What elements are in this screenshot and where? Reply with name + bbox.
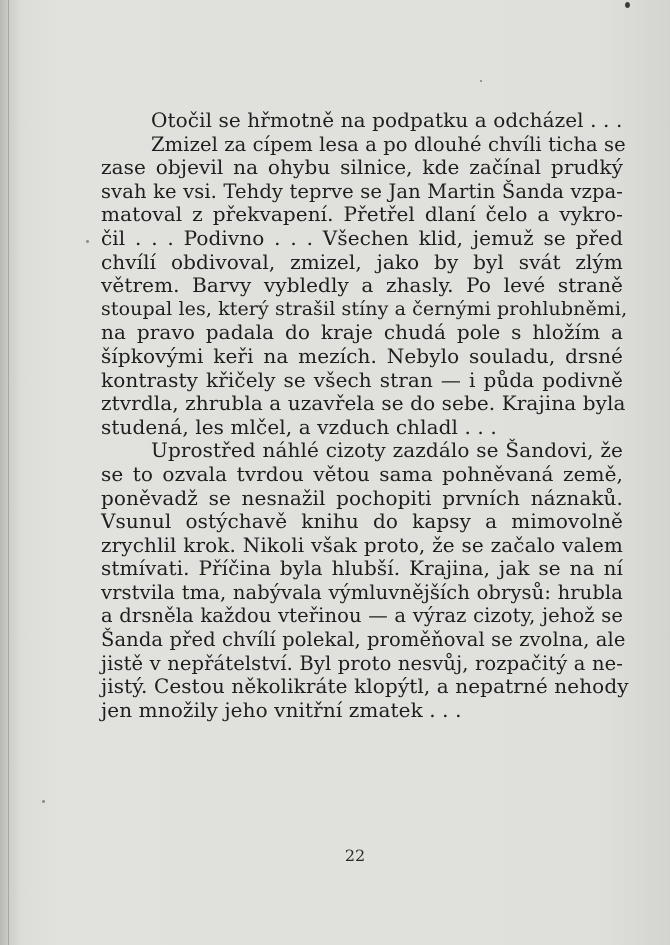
text-line: matoval z překvapení. Přetřel dlaní čelo a vykro- (101, 202, 623, 227)
text-line: větrem. Barvy vybledly a zhasly. Po levé straně (101, 273, 623, 298)
text-line: čil . . . Podivno . . . Všechen klid, jemuž se před (101, 225, 623, 250)
page-number: 22 (344, 846, 366, 865)
text-line: poněvadž se nesnažil pochopiti prvních náznaků. (101, 485, 623, 510)
text-line: vrstvila tma, nabývala výmluvnějších obrysů: hrubla (101, 580, 623, 604)
text-line: šípkovými keři na mezích. Nebylo souladu, drsné (101, 343, 623, 368)
text-line: jistý. Cestou několikráte klopýtl, a nepatrné nehody (101, 674, 629, 699)
text-line: jistě v nepřátelství. Byl proto nesvůj, rozpačitý a ne- (101, 651, 623, 675)
text-line: Zmizel za cípem lesa a po dlouhé chvíli ticha se (151, 132, 626, 156)
text-line: a drsněla každou vteřinou — a výraz cizoty, jehož se (101, 604, 623, 628)
page-gutter (0, 0, 18, 945)
text-line: ztvrdla, zhrubla a uzavřela se do sebe. Krajina byla (101, 391, 626, 416)
gutter-edge-line (8, 0, 9, 945)
text-line: svah ke vsi. Tehdy teprve se Jan Martin Šanda vzpa- (101, 179, 623, 203)
ink-speck (480, 80, 482, 82)
text-line: kontrasty křičely se všech stran — i půda podivně (101, 367, 623, 392)
ink-speck (625, 2, 630, 8)
text-line: na pravo padala do kraje chudá pole s hložím a (101, 320, 623, 345)
ink-speck (86, 240, 89, 243)
text-line: chvílí obdivoval, zmizel, jako by byl svát zlým (101, 249, 623, 274)
text-line: se to ozvala tvrdou větou sama pohněvaná země, (101, 461, 623, 486)
text-line: stoupal les, který strašil stíny a černými prohlubněmi, (101, 297, 628, 320)
text-line: Uprostřed náhlé cizoty zazdálo se Šandovi, že (151, 438, 623, 463)
text-line: Šanda před chvílí polekal, proměňoval se zvolna, ale (101, 628, 626, 652)
text-line: zase objevil na ohybu silnice, kde začínal prudký (101, 155, 623, 180)
text-line: Vsunul ostýchavě knihu do kapsy a mimovolně (101, 509, 623, 534)
text-line: stmívati. Příčina byla hlubší. Krajina, jak se na ní (101, 556, 623, 581)
text-line: jen množily jeho vnitřní zmatek . . . (101, 697, 462, 722)
body-text (101, 108, 629, 722)
text-line: studená, les mlčel, a vzduch chladl . . . (101, 414, 497, 439)
ink-speck (42, 800, 45, 803)
text-line: Otočil se hřmotně na podpatku a odcházel . . . (151, 108, 623, 132)
text-line: zrychlil krok. Nikoli však proto, že se začalo valem (101, 532, 623, 557)
